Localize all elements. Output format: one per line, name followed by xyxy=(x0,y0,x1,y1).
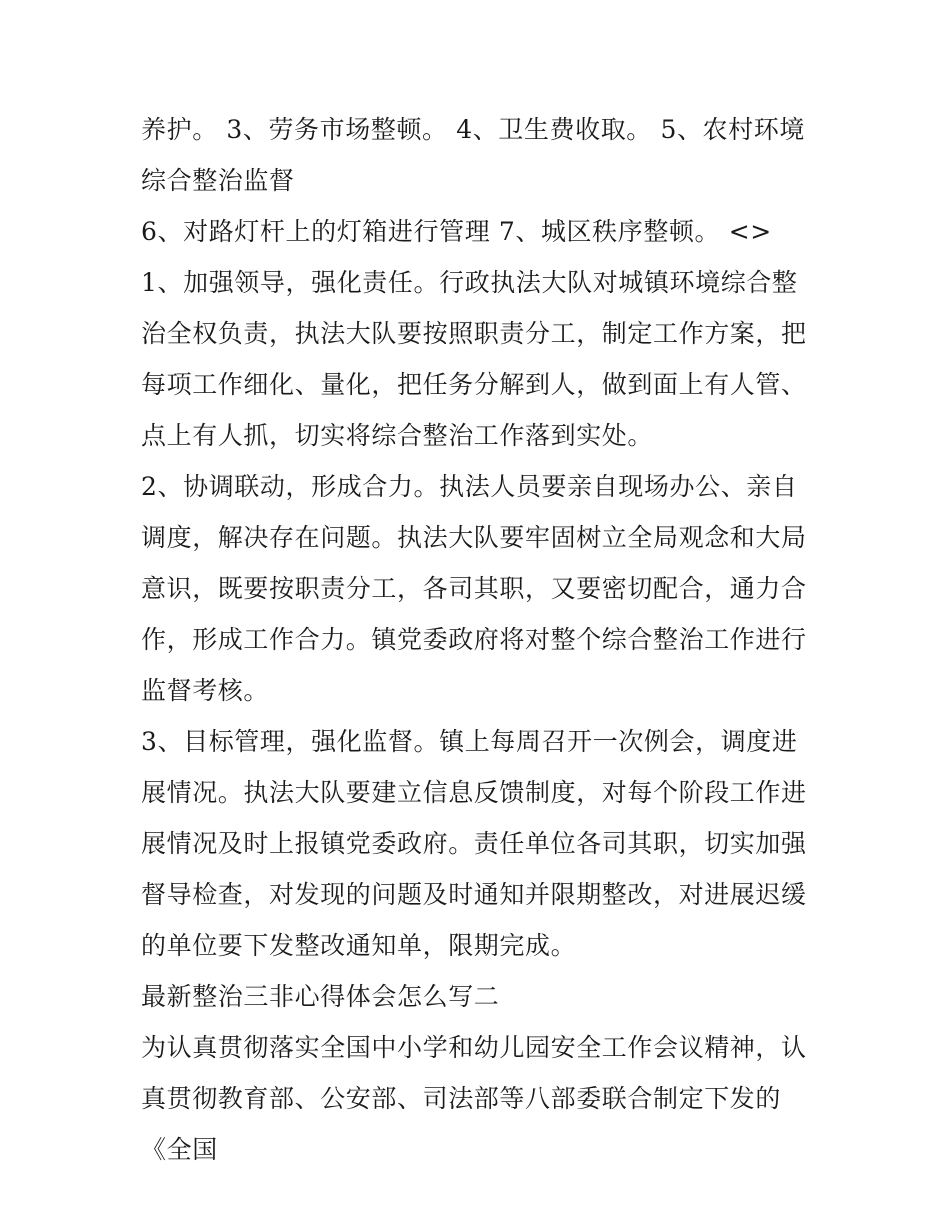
section-heading: 最新整治三非心得体会怎么写二 xyxy=(141,982,500,1011)
paragraph-continuation: 养护。 3、劳务市场整顿。 4、卫生费收取。 5、农村环境综合整治监督 xyxy=(141,115,805,195)
document-body xyxy=(141,104,821,1175)
paragraph-intro: 为认真贯彻落实全国中小学和幼儿园安全工作会议精神，认真贯彻教育部、公安部、司法部等八部委联合制定下发的《全国 xyxy=(141,1033,807,1164)
paragraph-point-3: 3、目标管理，强化监督。镇上每周召开一次例会，调度进展情况。执法大队要建立信息反馈制度，对每个阶段工作进展情况及时上报镇党委政府。责任单位各司其职，切实加强督导检查，对发现的问题及时通知并限期整改，对进展迟缓的单位要下发整改通知单，限期完成。 xyxy=(141,727,807,960)
paragraph-point-2: 2、协调联动，形成合力。执法人员要亲自现场办公、亲自调度，解决存在问题。执法大队要牢固树立全局观念和大局意识，既要按职责分工，各司其职，又要密切配合，通力合作，形成工作合力。镇党委政府将对整个综合整治工作进行监督考核。 xyxy=(141,472,807,705)
paragraph-items-6-7: 6、对路灯杆上的灯箱进行管理 7、城区秩序整顿。 <> xyxy=(141,217,772,246)
paragraph-point-1: 1、加强领导，强化责任。行政执法大队对城镇环境综合整治全权负责，执法大队要按照职责分工，制定工作方案，把每项工作细化、量化，把任务分解到人，做到面上有人管、点上有人抓，切实将综合整治工作落到实处。 xyxy=(141,268,807,450)
